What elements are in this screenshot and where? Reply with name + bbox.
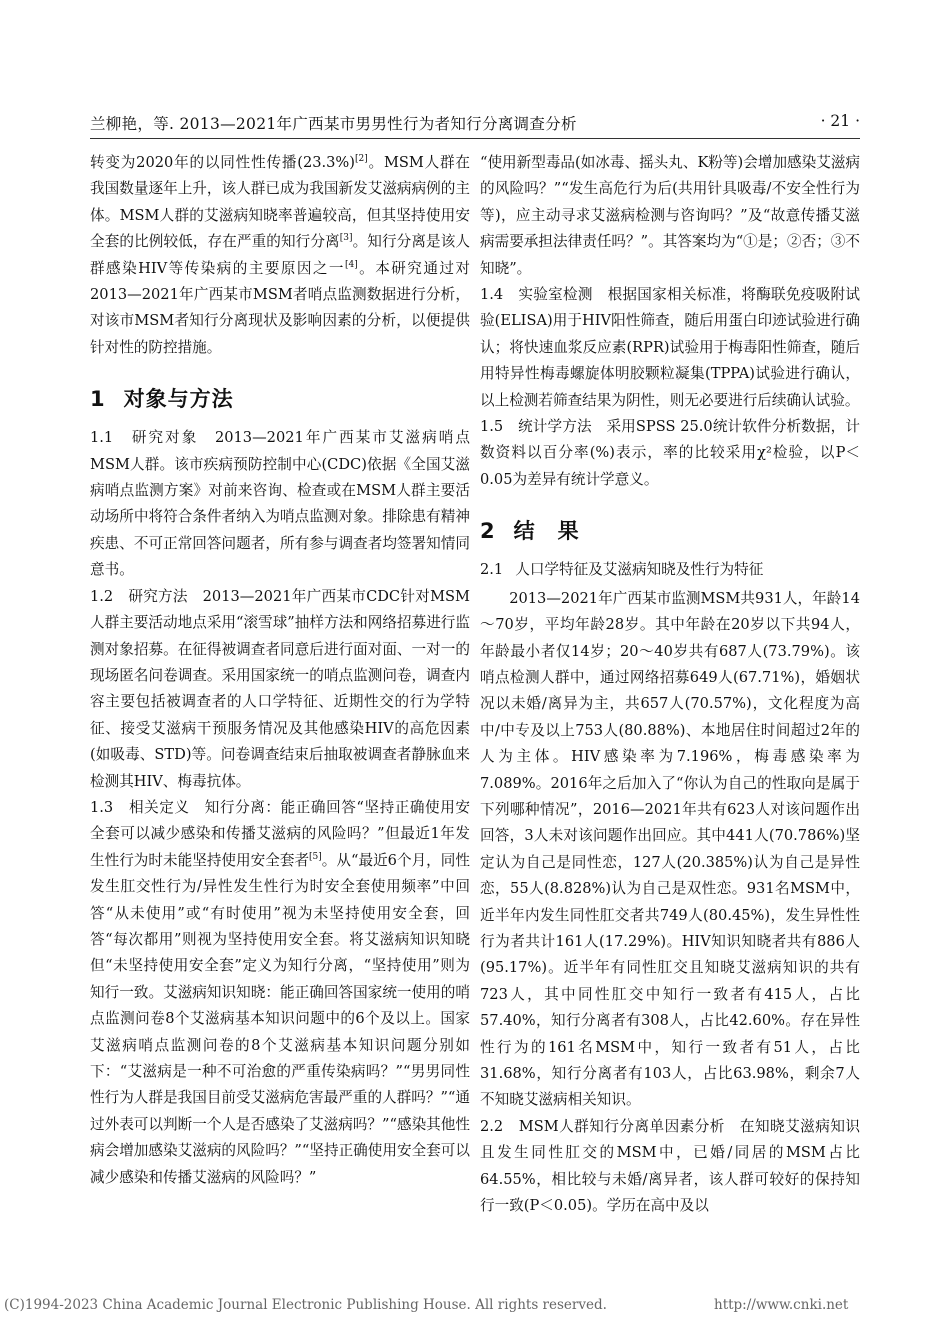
subsection-1-1 [90, 425, 470, 583]
footer-url-link[interactable]: http://www.cnki.net [714, 1297, 849, 1313]
running-header [90, 104, 860, 139]
subsection-heading: 人口学特征及艾滋病知晓及性行为特征 [515, 561, 764, 579]
subsection-text-cont: 。从“最近6个月，同性发生肛交性行为/异性发生性行为时安全套使用频率”中回答“从未使用”或“有时使用”视为未坚持使用安全套，回答“每次都用”则视为坚持使用安全套。将艾滋病知识知晓但“未坚持使用安全套”定义为知行分离，“坚持使用”则为知行一致。艾滋病知识知晓：能正确回答国家统一使用的哨点监测问卷8个艾滋病基本知识问题中的6个及以上。国家艾滋病哨点监测问卷的8个艾滋病基本知识问题分别如下：“艾滋病是一种不可治愈的严重传染病吗？”“男男同性性行为人群是我国目前受艾滋病危害最严重的人群吗？”“通过外表可以判断一个人是否感染了艾滋病吗？”“感染其他性病会增加感染艾滋病的风险吗？”“坚持正确使用安全套可以减少感染和传播艾滋病的风险吗？” [90, 851, 470, 1186]
subsection-heading: 研究方法 [128, 587, 188, 605]
section-title: 结 果 [513, 519, 580, 544]
subsection-1-5 [480, 414, 860, 493]
subsection-number: 2.1 [480, 561, 504, 579]
subsection-heading: 相关定义 [128, 798, 190, 816]
section-heading-results [480, 515, 860, 545]
subsection-heading: MSM人群知行分离单因素分析 [518, 1117, 725, 1135]
subsection-heading: 实验室检测 [518, 286, 593, 304]
subsection-text: 2013—2021年广西某市艾滋病哨点MSM人群。该市疾病预防控制中心(CDC)依据《全国艾滋病哨点监测方案》对前来咨询、检查或在MSM人群主要活动场所中将符合条件者纳入为哨点监测对象。排除患有精神疾患、不可正常回答问题者，所有参与调查者均签署知情同意书。 [90, 429, 470, 579]
subsection-text: 根据国家相关标准，将酶联免疫吸附试验(ELISA)用于HIV阳性筛查，随后用蛋白印迹试验进行确认；将快速血浆反应素(RPR)试验用于梅毒阳性筛查，随后用特异性梅毒螺旋体明胶颗粒凝集(TPPA)试验进行确认，以上检测若筛查结果为阴性，则无必要进行后续确认试验。 [480, 286, 860, 409]
subsection-1-3 [90, 795, 470, 1191]
subsection-1-4 [480, 282, 860, 414]
continued-paragraph: “使用新型毒品(如冰毒、摇头丸、K粉等)会增加感染艾滋病的风险吗？”“发生高危行为后(共用针具吸毒/不安全性行为等)，应主动寻求艾滋病检测与咨询吗？”及“故意传播艾滋病需要承担法律责任吗？”。其答案均为“①是；②否；③不知晓”。 [480, 154, 861, 277]
subsection-text: 知行分离：能正确回答“坚持正确使用安全套可以减少感染和传播艾滋病的风险吗？”但最近1年发生性行为时未能坚持使用安全套者 [90, 798, 470, 869]
subsection-2-1-text: 2013—2021年广西某市监测MSM共931人，年龄14～70岁，平均年龄28岁。其中年龄在20岁以下共94人，年龄最小者仅14岁；20～40岁共有687人(73.79%)。该哨点检测人群中，通过网络招募649人(67.71%)，婚姻状况以未婚/离异为主，共657人(70.57%)，文化程度为高中/中专及以上753人(80.88%)、本地居住时间超过2年的人为主体。HIV感染率为7.196%，梅毒感染率为7.089%。2016年之后加入了“你认为自己的性取向是属于下列哪种情况”，2016—2021年共有623人对该问题作出回答，3人未对该问题作出回应。其中441人(70.786%)坚定认为自己是同性恋，127人(20.385%)认为自己是异性恋，55人(8.828%)认为自己是双性恋。931名MSM中，近半年内发生同性肛交者共749人(80.45%)，发生异性性行为者共计161人(17.29%)。HIV知识知晓者共有886人(95.17%)。近半年有同性肛交且知晓艾滋病知识的共有723人，其中同性肛交中知行一致者有415人，占比57.40%，知行分离者有308人，占比42.60%。存在异性性行为的161名MSM中，知行一致者有51人，占比31.68%，知行分离者有103人，占比63.98%，剩余7人不知晓艾滋病相关知识。 [480, 589, 860, 1109]
header-title: 兰柳艳，等. 2013—2021年广西某市男男性行为者知行分离调查分析 [90, 115, 577, 133]
intro-text-1: 转变为2020年的以同性性传播(23.3%) [90, 154, 355, 171]
section-number: 2 [480, 519, 496, 544]
intro-text-2: 。MSM人群在我国数量逐年上升，该人群已成为我国新发艾滋病病例的主体。MSM人群的艾滋病知晓率普遍较高，但其坚持使用安全套的比例较低，存在严重的知行分离 [90, 154, 470, 251]
subsection-1-2 [90, 584, 470, 795]
citation-ref: [5] [309, 851, 322, 862]
page-number: · 21 · [820, 112, 860, 130]
section-number: 1 [90, 387, 106, 412]
subsection-heading: 研究对象 [131, 429, 199, 447]
subsection-number: 2.2 [480, 1117, 504, 1135]
citation-ref: [3] [339, 233, 353, 244]
subsection-number: 1.4 [480, 286, 504, 304]
subsection-text: 2013—2021年广西某市CDC针对MSM人群主要活动地点采用“滚雪球”抽样方法和网络招募进行监测对象招募。在征得被调查者同意后进行面对面、一对一的现场匿名问卷调查。采用国家统一的哨点监测问卷，调查内容主要包括被调查者的人口学特征、近期性交的行为学特征、接受艾滋病干预服务情况及其他感染HIV的高危因素(如吸毒、STD)等。问卷调查结束后抽取被调查者静脉血来检测其HIV、梅毒抗体。 [90, 587, 470, 790]
section-heading-methods [90, 383, 470, 413]
subsection-number: 1.1 [90, 429, 114, 447]
subsection-text: 采用SPSS 25.0统计软件分析数据，计数资料以百分率(%)表示，率的比较采用χ²检验，以P＜0.05为差异有统计学意义。 [480, 418, 860, 488]
citation-ref: [2] [355, 154, 368, 165]
citation-ref: [4] [344, 259, 358, 270]
intro-text-4: 。本研究通过对2013—2021年广西某市MSM者哨点监测数据进行分析，对该市MSM者知行分离现状及影响因素的分析，以便提供针对性的防控措施。 [90, 259, 470, 356]
intro-paragraph [90, 150, 470, 361]
subsection-number: 1.3 [90, 798, 114, 816]
copyright-notice: (C)1994-2023 China Academic Journal Electronic Publishing House. All rights reserved. [4, 1297, 607, 1313]
subsection-number: 1.2 [90, 587, 114, 605]
section-title: 对象与方法 [123, 387, 234, 412]
subsection-2-2 [480, 1114, 860, 1220]
subsection-heading: 统计学方法 [518, 418, 592, 436]
subsection-2-1-heading [480, 557, 860, 583]
left-column [90, 150, 470, 1191]
right-column [480, 150, 860, 1219]
intro-text-3: 。知行分离是该人群感染HIV等传染病的主要原因之一 [90, 233, 470, 277]
subsection-number: 1.5 [480, 418, 504, 436]
subsection-text: 在知晓艾滋病知识且发生同性肛交的MSM中，已婚/同居的MSM占比64.55%，相比较与未婚/离异者，该人群可较好的保持知行一致(P＜0.05)。学历在高中及以 [480, 1117, 860, 1215]
